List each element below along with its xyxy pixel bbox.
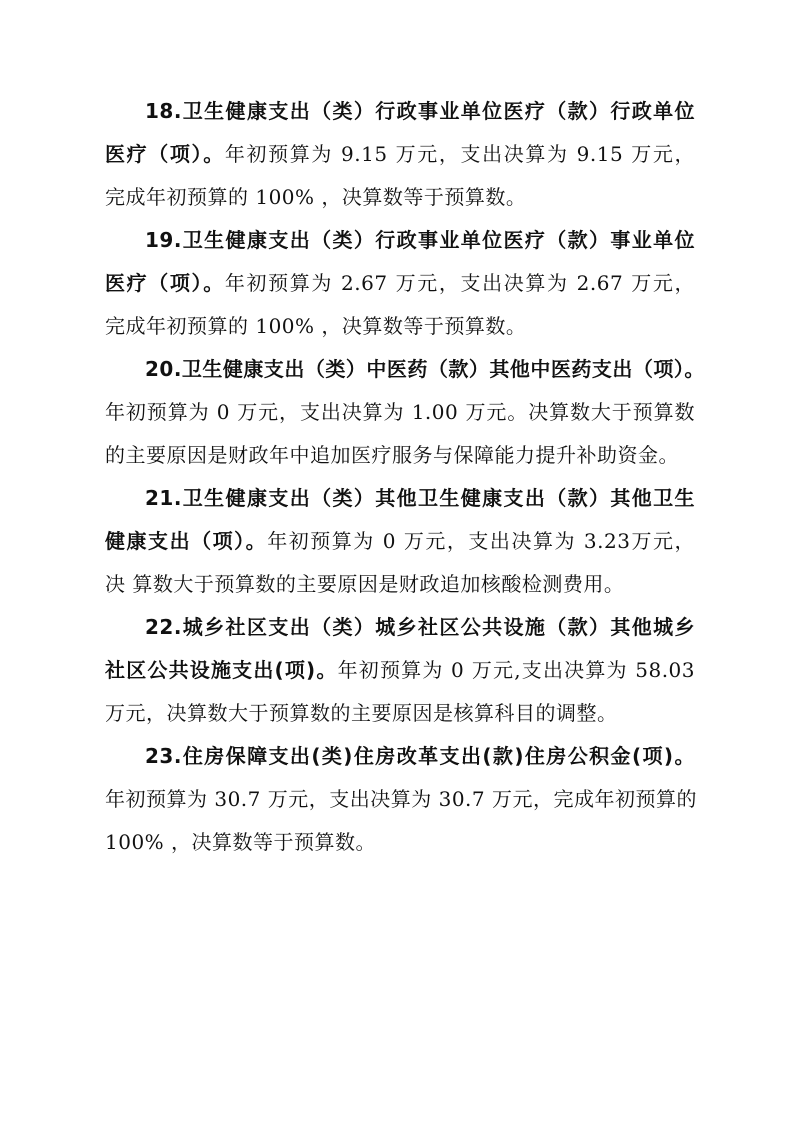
item-21-text: 年初预算为 0 万元，支出决算为 3.23万元，: [267, 529, 696, 553]
item-19-line-2: [105, 262, 695, 305]
item-21-heading-tail: 健康支出（项）。: [105, 529, 268, 553]
item-19-heading-tail: 医疗（项）。: [105, 271, 225, 295]
item-18-heading-line: 18.卫生健康支出（类）行政事业单位医疗（款）行政单位: [145, 99, 695, 123]
item-19-text: 年初预算为 2.67 万元，支出决算为 2.67 万元，: [224, 271, 695, 295]
item-20-heading-line: 20.卫生健康支出（类）中医药（款）其他中医药支出（项）。: [145, 357, 705, 381]
item-18-line-2: [105, 133, 695, 176]
item-18-text: 年初预算为 9.15 万元，支出决算为 9.15 万元，: [224, 142, 695, 166]
item-22-line-3: 万元，决算数大于预算数的主要原因是核算科目的调整。: [105, 701, 618, 725]
item-21-line-3: 决 算数大于预算数的主要原因是财政追加核酸检测费用。: [105, 572, 625, 596]
item-18-heading-tail: 医疗（项）。: [105, 142, 225, 166]
document-body: [105, 90, 705, 864]
item-19-heading-line: 19.卫生健康支出（类）行政事业单位医疗（款）事业单位: [145, 228, 695, 252]
item-20-line-3: 的主要原因是财政年中追加医疗服务与保障能力提升补助资金。: [105, 443, 679, 467]
item-23-line-3: 100% ，决算数等于预算数。: [105, 830, 377, 854]
item-21-line-2: [105, 520, 695, 563]
item-22-text: 年初预算为 0 万元,支出决算为 58.03: [337, 658, 695, 682]
item-22-heading-line: 22.城乡社区支出（类）城乡社区公共设施（款）其他城乡: [145, 615, 695, 639]
paragraph-item-21: [105, 477, 695, 606]
paragraph-item-18: [105, 90, 695, 219]
item-23-line-2: 年初预算为 30.7 万元，支出决算为 30.7 万元，完成年初预算的: [105, 787, 697, 811]
paragraph-item-23: [105, 735, 695, 864]
item-18-line-3: 完成年初预算的 100% ，决算数等于预算数。: [105, 185, 527, 209]
paragraph-item-22: [105, 606, 695, 735]
item-22-line-2: [105, 649, 695, 692]
paragraph-item-20: [105, 348, 705, 477]
paragraph-item-19: [105, 219, 695, 348]
item-21-heading-line: 21.卫生健康支出（类）其他卫生健康支出（款）其他卫生: [145, 486, 695, 510]
item-19-line-3: 完成年初预算的 100% ，决算数等于预算数。: [105, 314, 527, 338]
item-20-line-2: 年初预算为 0 万元，支出决算为 1.00 万元。决算数大于预算数: [105, 400, 695, 424]
item-22-heading-tail: 社区公共设施支出(项)。: [105, 658, 338, 682]
item-23-heading-line: 23.住房保障支出(类)住房改革支出(款)住房公积金(项)。: [145, 744, 695, 768]
